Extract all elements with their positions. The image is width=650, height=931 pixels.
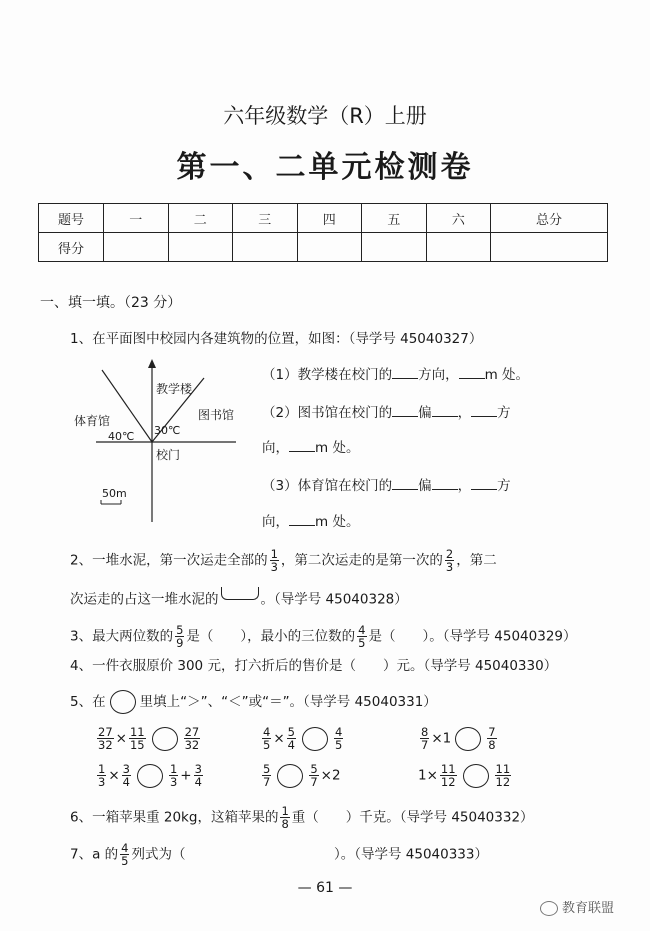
fraction: $\frac{2}{3}$ xyxy=(445,547,454,575)
answer-blank[interactable] xyxy=(471,476,497,490)
answer-blank[interactable] xyxy=(289,512,315,526)
section-heading: 一、填一填。（23 分） xyxy=(40,295,182,311)
question-1-3: （3）体育馆在校门的 偏 ， 方 xyxy=(262,478,511,494)
answer-blank[interactable] xyxy=(459,365,485,379)
question-3: 3、最大两位数的 $\frac{5}{9}$ 是（ ），最小的三位数的 $\frac{4}{5}$ 是（ ）。（导学号 45040329） xyxy=(70,623,577,651)
compare-expr-5: $\frac{5}{7}$ $\frac{5}{7}$ ×2 xyxy=(263,762,341,790)
score-cell: 一 xyxy=(104,204,169,233)
score-input-cell[interactable] xyxy=(104,233,169,262)
fraction: $\frac{5}{7}$ xyxy=(310,762,318,790)
compare-circle[interactable] xyxy=(137,764,163,788)
score-cell: 六 xyxy=(426,204,491,233)
score-input-cell[interactable] xyxy=(491,233,608,262)
fraction: $\frac{27}{32}$ xyxy=(98,725,113,753)
compare-circle[interactable] xyxy=(152,727,178,751)
score-cell: 得分 xyxy=(39,233,104,262)
score-input-cell[interactable] xyxy=(168,233,233,262)
fraction: $\frac{11}{12}$ xyxy=(440,762,456,790)
question-5: 5、在 里填上“＞”、“＜”或“＝”。（导学号 45040331） xyxy=(70,690,437,714)
map-label-library: 图书馆 xyxy=(198,408,235,422)
fraction: $\frac{27}{32}$ xyxy=(184,725,200,753)
fraction: $\frac{11}{12}$ xyxy=(495,762,511,790)
answer-fraction-blank[interactable] xyxy=(221,587,259,612)
compare-expr-1: $\frac{27}{32}$ × $\frac{11}{15}$ $\frac{27}{32}$ xyxy=(98,725,200,753)
fraction: $\frac{5}{7}$ xyxy=(263,762,271,790)
fraction: $\frac{4}{5}$ xyxy=(358,623,366,651)
question-1-3-cont: 向， m 处。 xyxy=(262,514,360,530)
fraction: $\frac{5}{4}$ xyxy=(287,725,295,753)
score-cell: 二 xyxy=(168,204,233,233)
score-input-cell[interactable] xyxy=(362,233,427,262)
fraction: $\frac{11}{15}$ xyxy=(129,725,145,753)
compare-expr-2: $\frac{4}{5}$ × $\frac{5}{4}$ $\frac{4}{5}$ xyxy=(263,725,343,753)
page-number: — 61 — xyxy=(297,880,353,896)
fraction: $\frac{7}{8}$ xyxy=(488,725,496,753)
fraction: $\frac{4}{5}$ xyxy=(334,725,343,753)
question-7: 7、a 的 $\frac{4}{5}$ 列式为（ ）。（导学号 45040333） xyxy=(70,841,488,869)
question-1-2: （2）图书馆在校门的 偏 ， 方 xyxy=(262,405,511,421)
compare-circle[interactable] xyxy=(277,764,303,788)
fraction: $\frac{8}{7}$ xyxy=(421,725,429,753)
question-1-1: （1）教学楼在校门的 方向， m 处。 xyxy=(262,367,530,383)
fraction: $\frac{1}{3}$ xyxy=(270,547,278,575)
worksheet-subtitle: 第一、二单元检测卷 xyxy=(176,150,474,185)
map-label-gate: 校门 xyxy=(156,448,181,462)
fraction: $\frac{1}{8}$ xyxy=(281,804,289,832)
score-input-cell[interactable] xyxy=(233,233,298,262)
compare-circle[interactable] xyxy=(302,727,328,751)
score-table xyxy=(38,203,608,262)
watermark: 教育联盟 xyxy=(540,897,614,916)
answer-blank[interactable] xyxy=(432,403,458,417)
fraction: $\frac{3}{4}$ xyxy=(122,762,130,790)
answer-blank[interactable] xyxy=(392,476,418,490)
worksheet-title: 六年级数学（R）上册 xyxy=(223,104,427,128)
score-table-header-row xyxy=(39,204,608,233)
score-cell: 题号 xyxy=(39,204,104,233)
score-input-cell[interactable] xyxy=(297,233,362,262)
answer-blank[interactable] xyxy=(392,403,418,417)
compare-expr-3: $\frac{8}{7}$ ×1 $\frac{7}{8}$ xyxy=(421,725,496,753)
chat-bubble-icon xyxy=(540,901,558,916)
question-4: 4、一件衣服原价 300 元，打六折后的售价是（ ）元。（导学号 45040330） xyxy=(70,658,558,674)
fraction: $\frac{5}{9}$ xyxy=(176,623,184,651)
example-circle xyxy=(110,690,136,714)
map-arrow-head xyxy=(148,359,156,368)
map-label-angle-30: 30℃ xyxy=(154,424,181,437)
score-cell: 总分 xyxy=(491,204,608,233)
question-2: 2、一堆水泥，第一次运走全部的 $\frac{1}{3}$ ，第二次运走的是第一次的 $\frac{2}{3}$ ，第二 xyxy=(70,547,497,575)
fraction: $\frac{1}{3}$ xyxy=(98,762,106,790)
compare-circle[interactable] xyxy=(455,727,481,751)
map-label-scale: 50m xyxy=(102,487,127,500)
answer-blank[interactable] xyxy=(289,438,315,452)
fraction: $\frac{1}{3}$ xyxy=(169,762,178,790)
fraction: $\frac{4}{5}$ xyxy=(121,841,129,869)
fraction: $\frac{3}{4}$ xyxy=(194,762,202,790)
answer-blank[interactable] xyxy=(471,403,497,417)
compare-expr-6: 1× $\frac{11}{12}$ $\frac{11}{12}$ xyxy=(418,762,511,790)
question-1-text: 1、在平面图中校园内各建筑物的位置，如图：（导学号 45040327） xyxy=(70,331,483,347)
score-cell: 五 xyxy=(362,204,427,233)
fraction: $\frac{4}{5}$ xyxy=(263,725,271,753)
question-1-2-cont: 向， m 处。 xyxy=(262,440,360,456)
score-table-score-row xyxy=(39,233,608,262)
compare-expr-4: $\frac{1}{3}$ × $\frac{3}{4}$ $\frac{1}{3}$ + $\frac{3}{4}$ xyxy=(98,762,202,790)
score-cell: 三 xyxy=(233,204,298,233)
question-6: 6、一箱苹果重 20kg，这箱苹果的 $\frac{1}{8}$ 重（ ）千克。（导学号 45040332） xyxy=(70,804,534,832)
map-label-teaching-building: 教学楼 xyxy=(156,382,193,396)
answer-blank[interactable] xyxy=(392,365,418,379)
score-cell: 四 xyxy=(297,204,362,233)
map-label-angle-40: 40℃ xyxy=(108,430,135,443)
map-label-gym: 体育馆 xyxy=(74,414,111,428)
compare-circle[interactable] xyxy=(463,764,489,788)
score-input-cell[interactable] xyxy=(426,233,491,262)
question-2-cont: 次运走的占这一堆水泥的 。（导学号 45040328） xyxy=(70,587,408,612)
answer-blank[interactable] xyxy=(432,476,458,490)
